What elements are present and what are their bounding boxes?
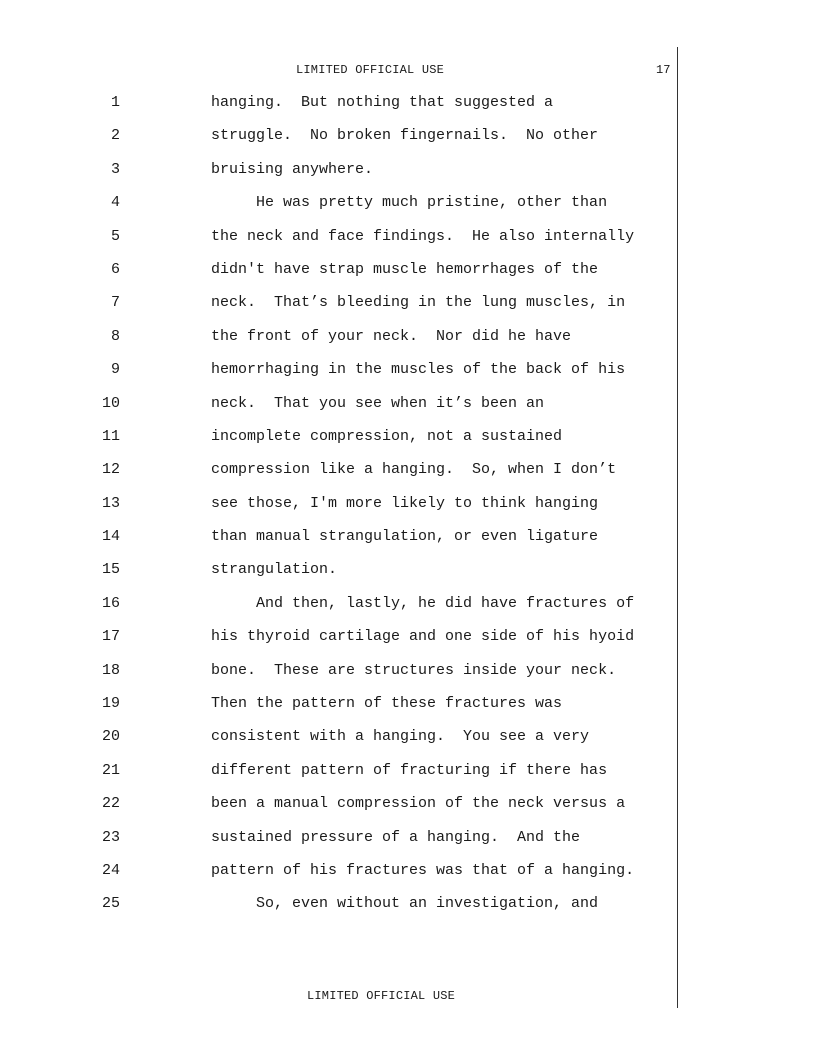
line-text: bone. These are structures inside your neck. [211, 661, 617, 679]
line-number: 2 [110, 127, 120, 145]
line-text: the front of your neck. Nor did he have [211, 327, 572, 345]
line-text: bruising anywhere. [211, 160, 374, 178]
transcript-line [0, 527, 816, 560]
line-number: 23 [101, 828, 120, 846]
transcript-line [0, 193, 816, 226]
line-number: 22 [101, 795, 120, 813]
line-number: 15 [101, 561, 120, 579]
transcript-line [0, 394, 816, 427]
transcript-line [0, 227, 816, 260]
footer-classification-label: LIMITED OFFICIAL USE [307, 989, 456, 1003]
transcript-line [0, 360, 816, 393]
line-text: incomplete compression, not a sustained [211, 427, 563, 445]
line-number: 21 [101, 761, 120, 779]
line-number: 24 [101, 861, 120, 879]
line-text: hanging. But nothing that suggested a [211, 94, 554, 111]
line-text: strangulation. [211, 561, 338, 579]
line-number: 10 [101, 394, 120, 412]
transcript-line [0, 894, 816, 927]
transcript-line [0, 293, 816, 326]
transcript-line [0, 727, 816, 760]
line-number: 13 [101, 494, 120, 512]
line-text: neck. That’s bleeding in the lung muscles, in [211, 294, 626, 312]
transcript-line [0, 327, 816, 360]
transcript-line [0, 160, 816, 193]
line-number: 14 [101, 528, 120, 546]
transcript-lines [0, 93, 816, 928]
line-text: consistent with a hanging. You see a very [211, 728, 590, 746]
line-text: And then, lastly, he did have fractures of [211, 594, 635, 612]
transcript-line [0, 627, 816, 660]
transcript-line [0, 761, 816, 794]
line-text: struggle. No broken fingernails. No other [211, 127, 599, 145]
line-text: neck. That you see when it’s been an [211, 394, 545, 412]
line-text: pattern of his fractures was that of a hanging. [211, 861, 635, 879]
header-classification-label: LIMITED OFFICIAL USE [296, 63, 445, 77]
line-number: 3 [110, 160, 120, 178]
line-text: the neck and face findings. He also internally [211, 227, 635, 245]
transcript-line [0, 694, 816, 727]
line-text: He was pretty much pristine, other than [211, 194, 608, 212]
line-number: 18 [101, 661, 120, 679]
line-number: 7 [110, 294, 120, 312]
transcript-line [0, 260, 816, 293]
transcript-line [0, 427, 816, 460]
line-text: Then the pattern of these fractures was [211, 695, 563, 713]
line-number: 19 [101, 695, 120, 713]
line-number: 11 [101, 427, 120, 445]
line-text: than manual strangulation, or even ligature [211, 528, 599, 546]
line-number: 5 [110, 227, 120, 245]
line-text: compression like a hanging. So, when I don’t [211, 461, 617, 479]
line-text: been a manual compression of the neck versus a [211, 795, 626, 813]
line-text: sustained pressure of a hanging. And the [211, 828, 581, 846]
line-text: his thyroid cartilage and one side of his hyoid [211, 628, 635, 646]
transcript-line [0, 828, 816, 861]
line-number: 20 [101, 728, 120, 746]
line-number: 9 [110, 361, 120, 379]
line-number: 1 [110, 94, 120, 111]
page-number: 17 [656, 63, 671, 77]
line-number: 25 [101, 895, 120, 913]
transcript-line [0, 460, 816, 493]
line-number: 12 [101, 461, 120, 479]
line-number: 8 [110, 327, 120, 345]
line-number: 4 [110, 194, 120, 212]
line-number: 16 [101, 594, 120, 612]
line-number: 6 [110, 260, 120, 278]
line-text: So, even without an investigation, and [211, 895, 599, 913]
transcript-line [0, 861, 816, 894]
line-text: didn't have strap muscle hemorrhages of the [211, 260, 599, 278]
transcript-line [0, 560, 816, 593]
transcript-line [0, 794, 816, 827]
transcript-line [0, 661, 816, 694]
transcript-line [0, 494, 816, 527]
line-text: see those, I'm more likely to think hanging [211, 494, 599, 512]
line-text: hemorrhaging in the muscles of the back of his [211, 361, 626, 379]
transcript-line [0, 126, 816, 159]
transcript-line [0, 93, 816, 126]
line-number: 17 [101, 628, 120, 646]
transcript-line [0, 594, 816, 627]
line-text: different pattern of fracturing if there has [211, 761, 608, 779]
